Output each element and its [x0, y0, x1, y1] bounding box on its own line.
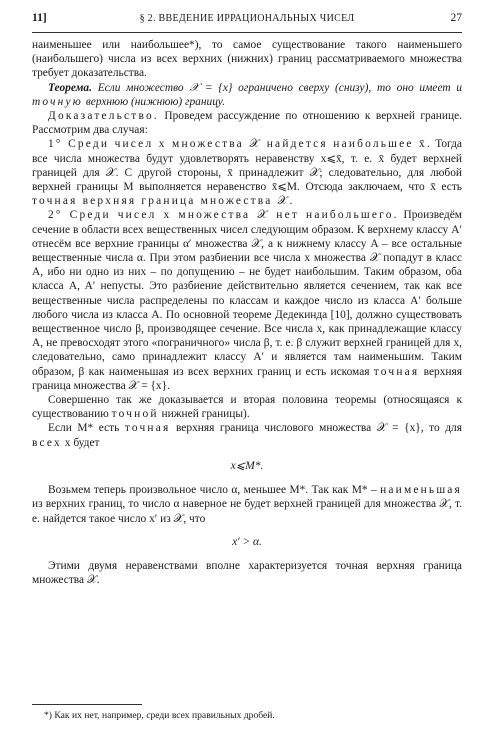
paragraph-final: Этими двумя неравенствами вполне характеризуется точная верхняя граница множества 𝒳. — [32, 559, 462, 587]
paragraph-take — [32, 483, 462, 526]
take-text-a: Возьмем теперь произвольное число α, меньшее M*. Так как M* – — [48, 484, 377, 497]
case-1 — [32, 137, 462, 208]
similar-spaced: точной — [111, 408, 159, 421]
theorem-text-spaced: точную — [32, 95, 83, 108]
theorem-statement — [32, 81, 462, 109]
page-body — [32, 38, 462, 587]
take-text-b: из верхних границ, то число α наверное не будет верхней границей для множества 𝒳, т. е. найдется такое число x′ из 𝒳, что — [32, 498, 462, 525]
footnote: *) Как их нет, например, среди всех правильных дробей. — [44, 710, 275, 721]
paragraph-if — [32, 421, 462, 449]
if-spaced-2: всех — [32, 436, 62, 449]
similar-tail: нижней границы). — [161, 408, 250, 421]
paragraph-similar — [32, 393, 462, 421]
proof-intro — [32, 109, 462, 137]
section-marker: 11] — [32, 12, 47, 24]
case-2-tail-spaced: точная — [373, 365, 420, 378]
theorem-text-a: Если множество 𝒳 = {x} ограничено сверху (снизу), то оно имеет и — [97, 81, 463, 94]
proof-label: Доказательство. — [48, 110, 159, 123]
case-2-lead: 2° Среди чисел x множества 𝒳 нет наибольшего. — [48, 209, 399, 222]
theorem-label: Теорема. — [48, 81, 92, 94]
if-text-a: Если M* есть — [48, 422, 120, 435]
if-text-b: верхняя граница числового множества 𝒳 = {x}, то для — [176, 422, 462, 435]
take-spaced: наименьшая — [380, 484, 462, 497]
case-1-text: Тогда все числа множества будут удовлетворять неравенству x⩽x̄, т. е. x̄ будет верхней границей для 𝒳. С другой стороны, x̄ принадлежит 𝒳; следовательно, для любой верхней границы M выполняется неравенство x̄⩽M. Отсюда заключаем, что x̄ есть — [32, 138, 462, 194]
case-2-text: Произведём сечение в области всех вещественных чисел следующим образом. К верхнему классу A′ отнесём все верхние границы α′ множества 𝒳, а к нижнему классу A – все остальные вещественные числа α. При этом разбиении все числа x множества 𝒳 попадут в класс A, ибо ни одно из них – по допущению – не будет наибольшим. Таким образом, оба класса A, A′ непусты. Это разбиение действительно является сечением, так как все вещественные числа распределены по классам и каждое число из класса A′ больше любого числа из класса A. По основной теореме Дедекинда [10], должно существовать вещественное число β, производящее сечение. Все числа x, как принадлежащие классу A, не превосходят этого «пограничного» числа β, т. е. β служит верхней границей для x, следовательно, само принадлежит классу A′ и является там наименьшим. Таким образом, β как наименьшая из всех верхних границ и есть искомая — [32, 209, 462, 378]
running-header — [32, 10, 462, 33]
footnote-rule — [32, 704, 142, 705]
running-title: § 2. ВВЕДЕНИЕ ИРРАЦИОНАЛЬНЫХ ЧИСЕЛ — [139, 13, 355, 24]
page-number: 27 — [450, 12, 462, 24]
formula-exceeds-alpha: x′ > α. — [232, 535, 262, 548]
paragraph-continuation: наименьшее или наибольшее*), то самое существование такого наименьшего (наибольшего) числа из всех верхних (нижних) границ рассматриваемого множества требует доказательства. — [32, 39, 462, 80]
formula-upper-bound: x⩽M*. — [230, 459, 264, 472]
case-1-lead: 1° Среди чисел x множества 𝒳 найдется наибольшее x̄. — [48, 138, 432, 151]
case-2 — [32, 208, 462, 393]
similar-text: Совершенно так же доказывается и вторая половина теоремы (относящаяся к существованию — [32, 394, 462, 421]
theorem-text-b: верхнюю (нижнюю) границу. — [85, 95, 225, 108]
case-2-tail: верхняя граница множества 𝒳 = {x}. — [32, 365, 462, 392]
if-spaced-1: точная — [124, 422, 171, 435]
if-text-c: x будет — [64, 436, 100, 449]
case-1-tail: точная верхняя граница множества 𝒳. — [32, 195, 295, 208]
proof-text: Проведем рассуждение по отношению к верхней границе. Рассмотрим два случая: — [32, 110, 462, 137]
